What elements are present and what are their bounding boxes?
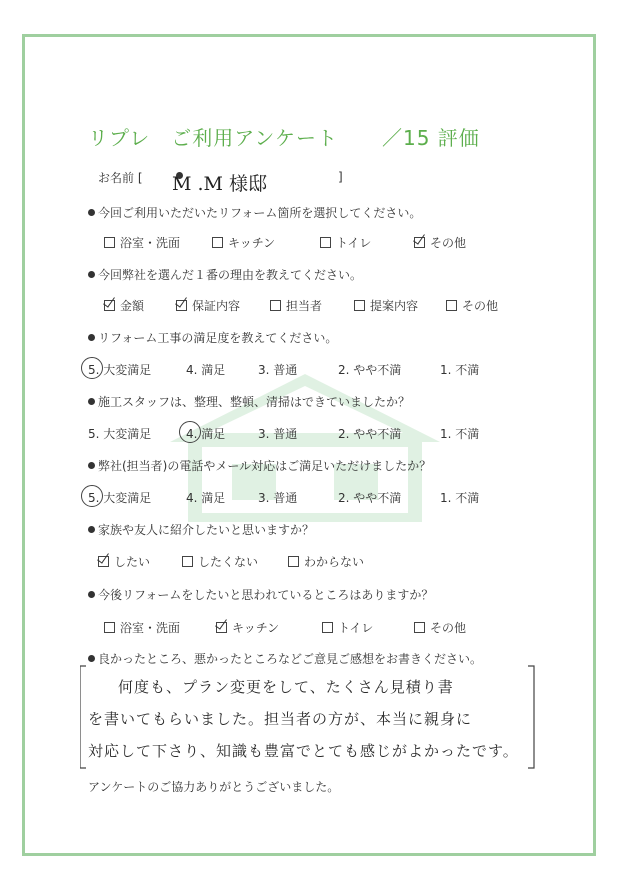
customer-name: M .M 様邸: [172, 173, 268, 195]
q1-option-4[interactable]: その他: [414, 234, 466, 251]
q5-option-1[interactable]: 1. 不満: [440, 491, 480, 505]
title-score: ／15 評価: [382, 126, 480, 150]
checkbox-icon[interactable]: [182, 556, 193, 567]
q3-option-5[interactable]: 5. 大変満足: [88, 363, 152, 377]
q1-option-1[interactable]: 浴室・洗面: [104, 234, 180, 251]
q4-option-2[interactable]: 2. やや不満: [338, 427, 402, 441]
thank-you-note: アンケートのご協力ありがとうございました。: [88, 780, 340, 794]
q1-option-3[interactable]: トイレ: [320, 234, 371, 251]
q5-option-5[interactable]: 5. 大変満足: [88, 491, 152, 505]
q2-option-4[interactable]: 提案内容: [354, 297, 418, 314]
q5-option-4[interactable]: 4. 満足: [186, 491, 226, 505]
q1-option-2[interactable]: キッチン: [212, 234, 275, 251]
q6-option-2[interactable]: したくない: [182, 553, 258, 570]
q2-option-5[interactable]: その他: [446, 297, 498, 314]
name-label: お名前 [: [88, 169, 143, 186]
q7-option-4[interactable]: その他: [414, 619, 466, 636]
checkbox-icon[interactable]: [354, 300, 365, 311]
question-3: リフォーム工事の満足度を教えてください。: [88, 329, 337, 346]
q4-option-5[interactable]: 5. 大変満足: [88, 427, 152, 441]
q3-option-3[interactable]: 3. 普通: [258, 363, 298, 377]
q2-option-1[interactable]: 金額: [104, 297, 144, 314]
q5-option-2[interactable]: 2. やや不満: [338, 491, 402, 505]
checkbox-checked-icon[interactable]: [176, 300, 187, 311]
q3-option-4[interactable]: 4. 満足: [186, 363, 226, 377]
question-6: 家族や友人に紹介したいと思いますか？: [88, 521, 314, 538]
q5-option-3[interactable]: 3. 普通: [258, 491, 298, 505]
checkbox-icon[interactable]: [446, 300, 457, 311]
q2-option-3[interactable]: 担当者: [270, 297, 322, 314]
question-4: 施工スタッフは、整理、整頓、清掃はできていましたか？: [88, 393, 410, 410]
q7-option-2[interactable]: キッチン: [216, 619, 279, 636]
q7-option-1[interactable]: 浴室・洗面: [104, 619, 180, 636]
q6-option-1[interactable]: したい: [98, 553, 150, 570]
q3-option-1[interactable]: 1. 不満: [440, 363, 480, 377]
checkbox-icon[interactable]: [288, 556, 299, 567]
comment-line-3: 対応して下さり、知識も豊富でとても感じがよかったです。: [88, 742, 519, 760]
checkbox-icon[interactable]: [104, 622, 115, 633]
question-7: 今後リフォームをしたいと思われているところはありますか？: [88, 586, 433, 603]
comment-line-2: を書いてもらいました。担当者の方が、本当に親身に: [88, 710, 473, 728]
question-2: 今回弊社を選んだ１番の理由を教えてください。: [88, 266, 362, 283]
q7-option-3[interactable]: トイレ: [322, 619, 373, 636]
checkbox-checked-icon[interactable]: [98, 556, 109, 567]
question-5: 弊社(担当者)の電話やメール対応はご満足いただけましたか？: [88, 457, 431, 474]
comment-line-1: 何度も、プラン変更をして、たくさん見積り書: [118, 678, 454, 696]
checkbox-icon[interactable]: [212, 237, 223, 248]
checkbox-icon[interactable]: [104, 237, 115, 248]
survey-title: [88, 122, 480, 151]
name-bracket-close: ]: [338, 170, 343, 184]
question-1: 今回ご利用いただいたリフォーム箇所を選択してください。: [88, 204, 421, 221]
title-main: リプレ ご利用アンケート: [88, 126, 338, 150]
q2-option-2[interactable]: 保証内容: [176, 297, 240, 314]
q4-option-3[interactable]: 3. 普通: [258, 427, 298, 441]
q6-option-3[interactable]: わからない: [288, 553, 364, 570]
question-8: 良かったところ、悪かったところなどご意見ご感想をお書きください。: [88, 650, 482, 667]
checkbox-icon[interactable]: [320, 237, 331, 248]
q4-option-4[interactable]: 4. 満足: [186, 427, 226, 441]
q4-option-1[interactable]: 1. 不満: [440, 427, 480, 441]
checkbox-icon[interactable]: [414, 622, 425, 633]
q3-option-2[interactable]: 2. やや不満: [338, 363, 402, 377]
checkbox-checked-icon[interactable]: [216, 622, 227, 633]
checkbox-icon[interactable]: [322, 622, 333, 633]
checkbox-checked-icon[interactable]: [104, 300, 115, 311]
checkbox-checked-icon[interactable]: [414, 237, 425, 248]
checkbox-icon[interactable]: [270, 300, 281, 311]
